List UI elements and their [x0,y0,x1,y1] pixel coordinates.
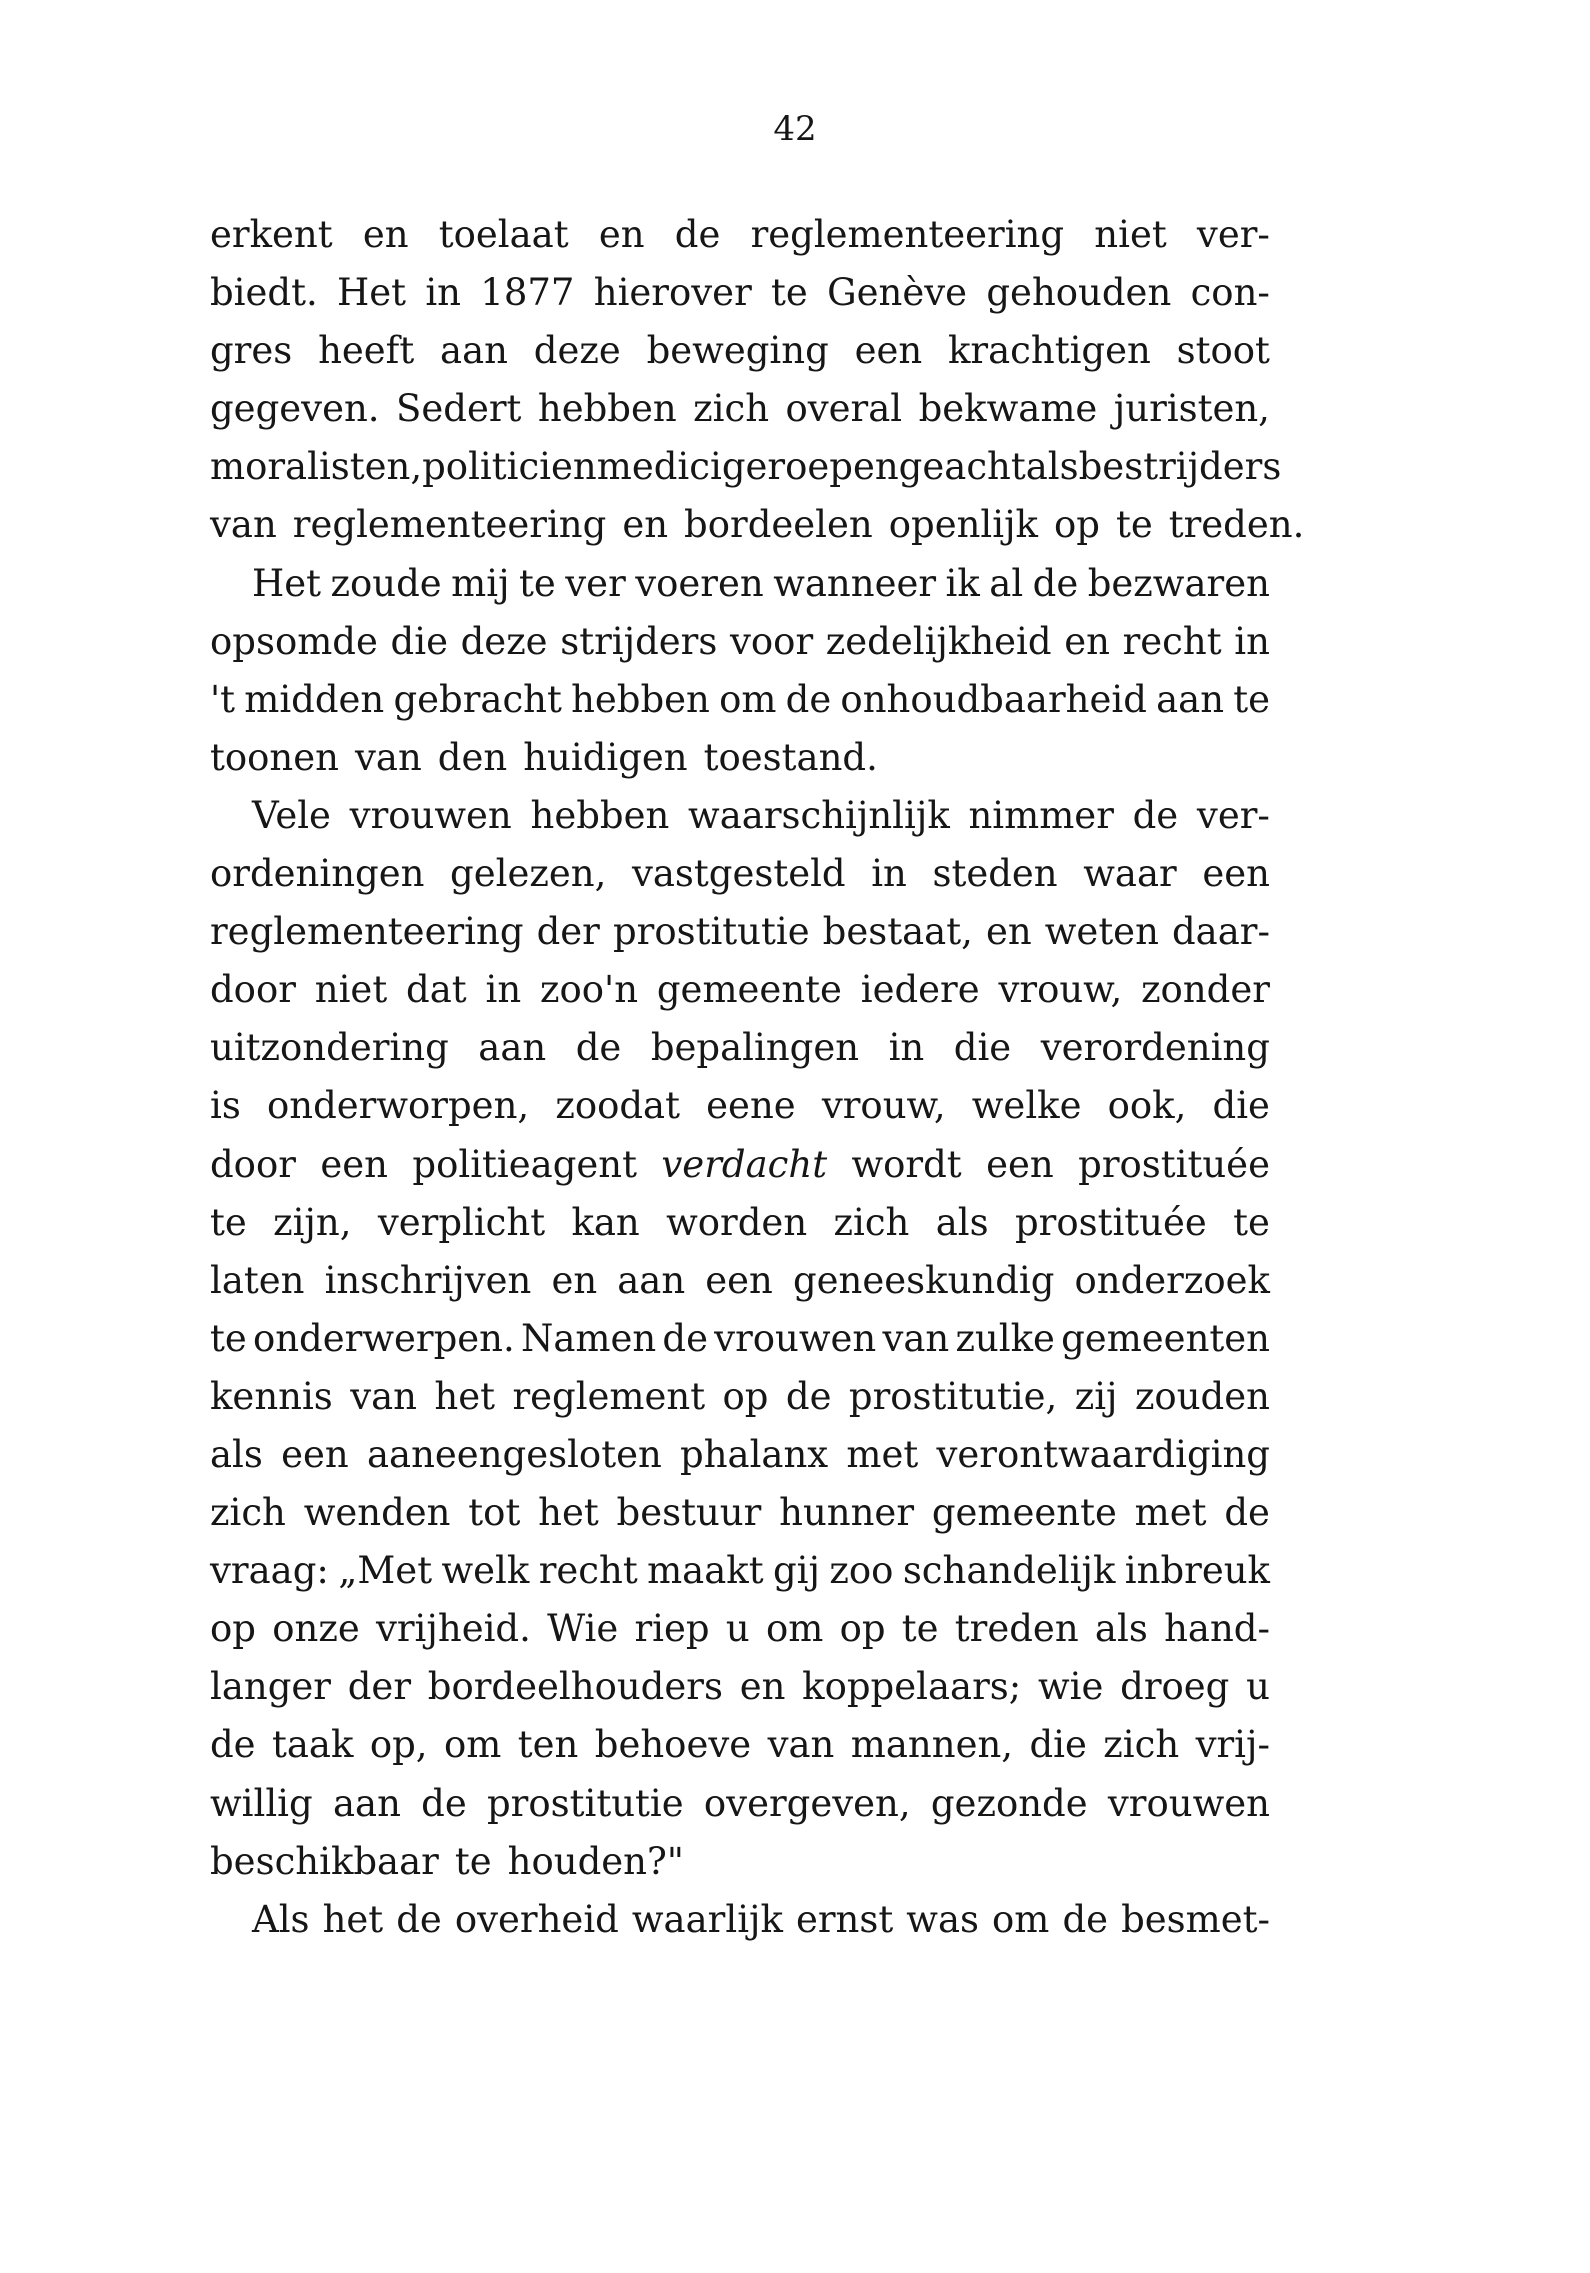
word: besmet- [1121,1897,1270,1941]
text-line [210,671,1270,729]
word: aan [478,1026,547,1070]
word: recht [538,1549,638,1593]
word: de [1132,793,1179,837]
text-line [210,903,1270,961]
word: hebben [537,387,677,431]
word: zij [1074,1374,1118,1418]
word: treden [954,1607,1079,1651]
word: de [662,1316,708,1360]
word: mannen, [850,1723,1014,1767]
page-number: 42 [773,109,817,149]
word: zoo'n [539,968,639,1012]
word: onhoudbaarheid [840,677,1147,721]
body-text [210,206,1305,1949]
text-line [210,264,1270,322]
word: opsomde [210,619,378,663]
word: deze [460,619,548,663]
word: toelaat [438,213,569,256]
word: prostitutie [612,910,810,954]
word: vastgesteld [631,852,846,896]
word: als [1025,445,1079,489]
word: aan [1156,677,1225,721]
word: reglementeering [750,213,1065,256]
word: met [1134,1491,1207,1535]
word: houden?" [507,1839,684,1883]
word: die [953,1026,1012,1070]
word: om [443,1723,502,1767]
word: door [210,968,296,1012]
word: gemeente [656,968,842,1012]
word: te [210,1316,247,1360]
word: „Met [338,1549,433,1593]
word: der [347,1665,412,1709]
word: waarlijk [631,1897,783,1941]
word: niet [314,968,388,1012]
word: voeren [635,561,764,605]
word: ver- [1196,213,1270,256]
word: te [454,1839,492,1883]
word: zouden [1134,1374,1270,1418]
word: waarschijnlijk [688,793,950,837]
word: bordeelen [684,503,873,547]
word: verdacht [661,1142,828,1186]
word: vrouw, [998,968,1123,1012]
word: ver- [1196,793,1270,837]
word: zoodat [555,1084,680,1128]
word: vrij- [1195,1723,1270,1767]
word: prostitutie, [848,1374,1058,1418]
word: door [210,1142,296,1186]
word: zijn, [273,1200,352,1244]
text-line [210,729,1270,787]
word: politieagent [412,1142,637,1186]
word: gemeenten [1061,1316,1270,1360]
word: en [551,1258,598,1302]
word: en [362,213,409,256]
word: op [210,1607,256,1651]
word: in [425,271,462,315]
word: stoot [1176,329,1270,373]
word: van [210,503,277,547]
word: prostitutie [487,1781,684,1825]
word: hierover [593,271,752,315]
word: met [846,1432,919,1476]
word: de [421,1781,467,1825]
word: van [767,1723,835,1767]
text-line [210,1252,1270,1310]
word: zich [210,1491,286,1535]
word: beweging [646,329,829,373]
word: bekwame [918,387,1098,431]
word: was [906,1897,979,1941]
text-line [210,1600,1270,1658]
word: Het [337,271,407,315]
word: con- [1190,271,1270,315]
word: openlijk [888,503,1038,547]
word: Sedert [396,387,522,431]
text-line [210,322,1270,380]
text-line [210,1194,1270,1252]
word: die [1029,1723,1087,1767]
word: zonder [1141,968,1270,1012]
word: eene [706,1084,796,1128]
word: het [322,1897,384,1941]
word: in [1234,619,1270,663]
word: juristen, [1113,387,1270,431]
word: gij [772,1549,820,1593]
word: bordeelhouders [427,1665,723,1709]
word: riep [634,1607,710,1651]
word: de [1032,561,1079,605]
word: en [598,213,645,256]
word: bestuur [616,1491,762,1535]
word: op [722,1374,769,1418]
word: toonen [210,735,339,779]
word: vrouwen [1107,1781,1270,1825]
word: inbreuk [1124,1549,1270,1593]
word: onderzoek [1074,1258,1270,1302]
word: kennis [210,1374,333,1418]
word: gehouden [986,271,1172,315]
word: behoeve [594,1723,752,1767]
word: welk [441,1549,530,1593]
word: en [551,445,597,489]
word: wie [1037,1665,1104,1709]
word: erkent [210,213,333,256]
word: bestaat, [822,910,973,954]
word: als [1094,1607,1148,1651]
word: in [871,852,907,896]
word: recht [1122,619,1222,663]
word: en [739,1665,786,1709]
word: toestand. [703,735,878,779]
word: daar- [1172,910,1270,954]
word: hebben [571,677,710,721]
word: die [1212,1084,1270,1128]
word: aaneengesloten [366,1432,662,1476]
word: de [1224,1491,1270,1535]
word: schandelijk [902,1549,1116,1593]
word: als [935,1200,989,1244]
text-line [210,1019,1270,1077]
text-line [210,438,1282,496]
word: maakt [647,1549,764,1593]
word: uitzondering [210,1026,449,1070]
text-line [210,845,1270,903]
text-line [210,1368,1270,1426]
word: aan [617,1258,686,1302]
text-line [210,1775,1270,1833]
text-line [210,1658,1270,1716]
text-line [210,1136,1270,1194]
word: u [725,1607,750,1651]
word: onderwerpen. [252,1316,515,1360]
word: welke [971,1084,1082,1128]
word: hand- [1164,1607,1270,1651]
text-line [210,1716,1270,1774]
word: ten [517,1723,579,1767]
word: al [989,561,1024,605]
word: het [538,1491,599,1535]
word: laten [210,1258,305,1302]
word: moralisten, [210,445,423,489]
text-line [210,613,1270,671]
word: gelezen, [450,852,607,896]
word: zulke [955,1316,1055,1360]
word: zedelijkheid [825,619,1052,663]
word: het [434,1374,496,1418]
word: krachtigen [947,329,1151,373]
word: treden. [1168,503,1305,547]
word: de [1062,1897,1109,1941]
word: een [705,1258,773,1302]
word: bepalingen [650,1026,860,1070]
word: aan [440,329,508,373]
word: tot [468,1491,521,1535]
word: gebracht [393,677,562,721]
word: zoo [829,1549,894,1593]
word: op, [369,1723,428,1767]
word: u [1246,1665,1270,1709]
word: wordt [851,1142,962,1186]
text-line [210,496,1305,554]
word: medici [596,445,722,489]
word: langer [210,1665,331,1709]
word: Namen [520,1316,657,1360]
word: ver [565,561,626,605]
word: en [985,910,1032,954]
word: 1877 [480,271,575,315]
word: huidigen [523,735,688,779]
word: om [992,1897,1050,1941]
word: op [839,1607,886,1651]
word: den [437,735,508,779]
word: vraag: [210,1549,329,1593]
text-line [210,1484,1270,1542]
word: is [210,1084,241,1128]
word: Als [252,1897,310,1941]
word: van [882,1316,950,1360]
word: vrouw, [821,1084,946,1128]
word: de [575,1026,622,1070]
word: een [281,1432,349,1476]
text-line [210,1077,1270,1135]
word: de [396,1897,442,1941]
word: onderworpen, [266,1084,530,1128]
word: vrijheid. [375,1607,531,1651]
word: die [390,619,448,663]
word: geacht [898,445,1026,489]
word: in [485,968,522,1012]
word: droeg [1120,1665,1230,1709]
word: de [785,677,832,721]
word: bezwaren [1087,561,1270,605]
word: overheid [454,1897,619,1941]
word: te [1233,1200,1270,1244]
word: hebben [530,793,670,837]
word: ook, [1107,1084,1187,1128]
word: gegeven. [210,387,380,431]
word: Genève [827,271,968,315]
word: gezonde [930,1781,1088,1825]
word: de [210,1723,256,1767]
word: een [854,329,923,373]
word: om [765,1607,824,1651]
text-line [210,1891,1270,1949]
word: midden [244,677,385,721]
word: wenden [303,1491,451,1535]
text-line [210,787,1270,845]
word: steden [932,852,1058,896]
word: geroepen [721,445,899,489]
word: te [771,271,808,315]
word: gemeente [931,1491,1117,1535]
word: Wie [547,1607,619,1651]
word: op [1053,503,1100,547]
word: worden [666,1200,808,1244]
word: een [320,1142,388,1186]
word: om [719,677,777,721]
word: reglementeering [292,503,607,547]
word: zich [693,387,770,431]
word: weten [1044,910,1159,954]
word: overgeven, [703,1781,911,1825]
text-line [210,1310,1270,1368]
word: niet [1094,213,1167,256]
word: willig [210,1781,313,1825]
word: te [210,1200,247,1244]
text-line [210,555,1270,613]
word: phalanx [680,1432,829,1476]
word: geneeskundig [792,1258,1055,1302]
word: als [210,1432,263,1476]
word: vrouwen [714,1316,877,1360]
text-line [210,380,1270,438]
word: zich [1103,1723,1180,1767]
word: van [350,1374,418,1418]
word: bestrijders [1078,445,1282,489]
word: overal [785,387,903,431]
word: prostituée [1078,1142,1270,1186]
text-line [210,1426,1270,1484]
word: te [1115,503,1153,547]
word: verordening [1040,1026,1270,1070]
text-line [210,1833,1270,1891]
word: mij [451,561,510,605]
word: waar [1083,852,1177,896]
word: te [519,561,556,605]
word: dat [406,968,467,1012]
word: 't [210,677,236,721]
word: nimmer [968,793,1114,837]
word: gres [210,329,293,373]
word: te [901,1607,939,1651]
word: Vele [252,793,331,837]
word: van [354,735,422,779]
word: deze [533,329,621,373]
word: reglementeering [210,910,524,954]
word: hunner [779,1491,915,1535]
word: beschikbaar [210,1839,439,1883]
word: biedt. [210,271,318,315]
word: voor [729,619,814,663]
word: een [986,1142,1054,1186]
word: ernst [795,1897,894,1941]
word: en [1064,619,1110,663]
text-line [210,1542,1270,1600]
word: politici [422,445,552,489]
word: vrouwen [349,793,512,837]
word: kan [571,1200,640,1244]
word: ik [945,561,980,605]
word: inschrijven [324,1258,532,1302]
word: strijders [560,619,718,663]
word: en [622,503,669,547]
word: koppelaars; [802,1665,1022,1709]
word: ordeningen [210,852,425,896]
word: de [674,213,721,256]
word: te [1233,677,1270,721]
word: zich [833,1200,910,1244]
text-line [210,961,1270,1019]
word: heeft [318,329,415,373]
word: zoude [330,561,442,605]
word: prostituée [1014,1200,1207,1244]
word: een [1202,852,1270,896]
word: Het [252,561,322,605]
word: der [536,910,600,954]
word: in [888,1026,925,1070]
text-line [210,206,1270,264]
word: onze [272,1607,360,1651]
word: taak [272,1723,354,1767]
word: verplicht [377,1200,546,1244]
word: wanneer [773,561,937,605]
word: aan [332,1781,401,1825]
word: iedere [860,968,980,1012]
word: verontwaardiging [936,1432,1270,1476]
word: de [785,1374,832,1418]
word: reglement [512,1374,706,1418]
